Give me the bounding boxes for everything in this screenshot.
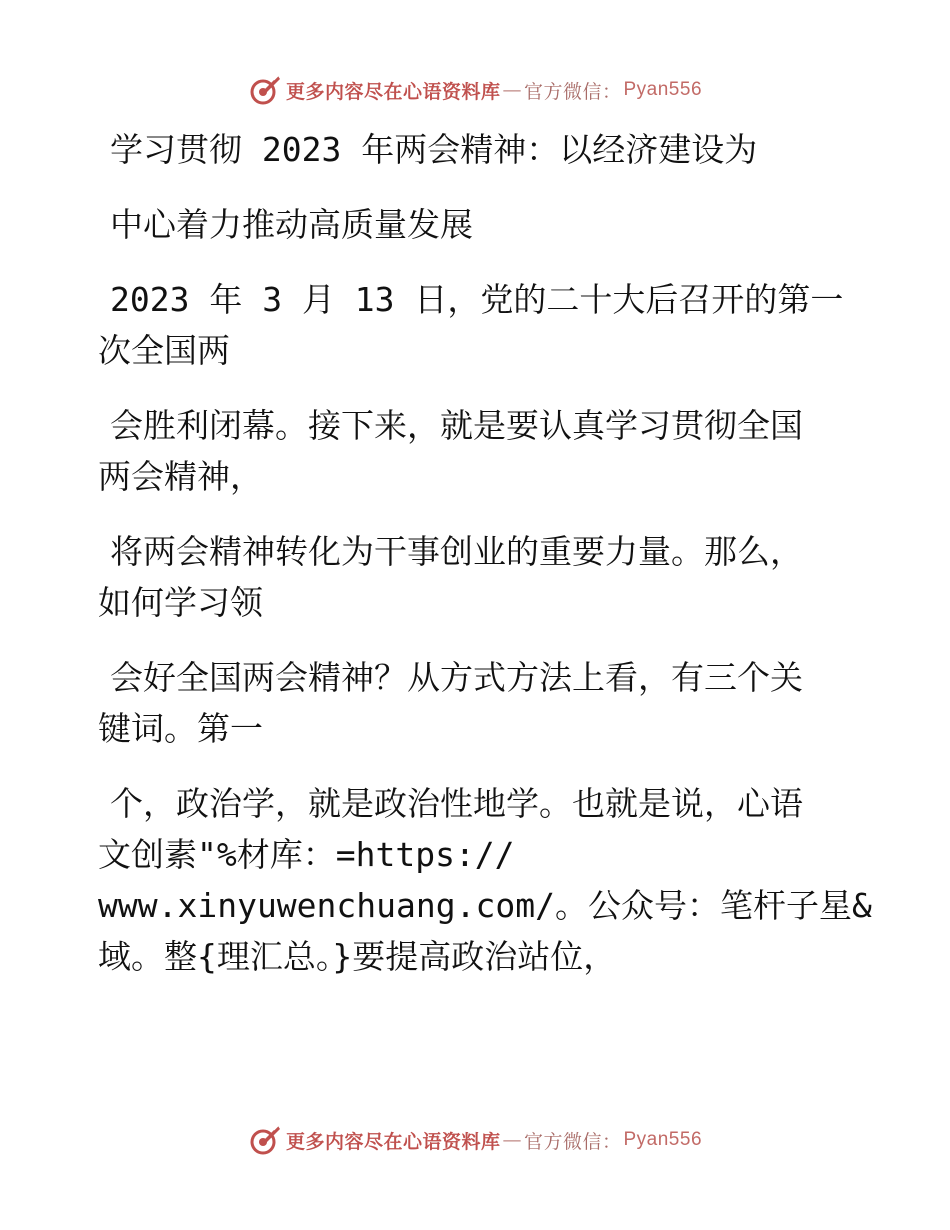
watermark-label: 官方微信： [523, 1130, 622, 1153]
paragraph-line: 将两会精神转化为干事创业的重要力量。那么， [110, 532, 803, 571]
paragraph-line: 会胜利闭幕。接下来，就是要认真学习贯彻全国 [110, 406, 803, 445]
document-body [98, 124, 872, 982]
footer-watermark [0, 1120, 950, 1160]
watermark-dash: — [502, 79, 522, 101]
paragraph-line: 如何学习领 [98, 583, 263, 622]
paragraph-line: 域。整{理汇总。}要提高政治站位， [98, 937, 617, 976]
header-watermark [0, 70, 950, 110]
title-line-2: 中心着力推动高质量发展 [110, 205, 473, 244]
title-line-1: 学习贯彻 2023 年两会精神：以经济建设为 [110, 130, 758, 169]
watermark-brand: 更多内容尽在心语资料库 [285, 1130, 501, 1153]
quill-logo-icon [248, 73, 282, 107]
watermark-brand: 更多内容尽在心语资料库 [285, 80, 501, 103]
paragraph-line: 个，政治学，就是政治性地学。也就是说，心语 [110, 784, 803, 823]
watermark-dash: — [502, 1129, 522, 1151]
watermark-handle: Pyan556 [623, 79, 703, 100]
paragraph-line: 键词。第一 [98, 709, 263, 748]
paragraph-line: 两会精神， [98, 457, 263, 496]
paragraph-line: 会好全国两会精神？从方式方法上看，有三个关 [110, 658, 803, 697]
quill-logo-icon [248, 1123, 282, 1157]
watermark-handle: Pyan556 [623, 1129, 703, 1150]
watermark-label: 官方微信： [523, 80, 622, 103]
paragraph-line: 次全国两 [98, 331, 230, 370]
paragraph-line-url: www.xinyuwenchuang.com/。公众号：笔杆子星& [98, 886, 872, 925]
paragraph-line: 2023 年 3 月 13 日，党的二十大后召开的第一 [110, 280, 844, 319]
paragraph-line: 文创素"%材库：=https:// [98, 835, 515, 874]
